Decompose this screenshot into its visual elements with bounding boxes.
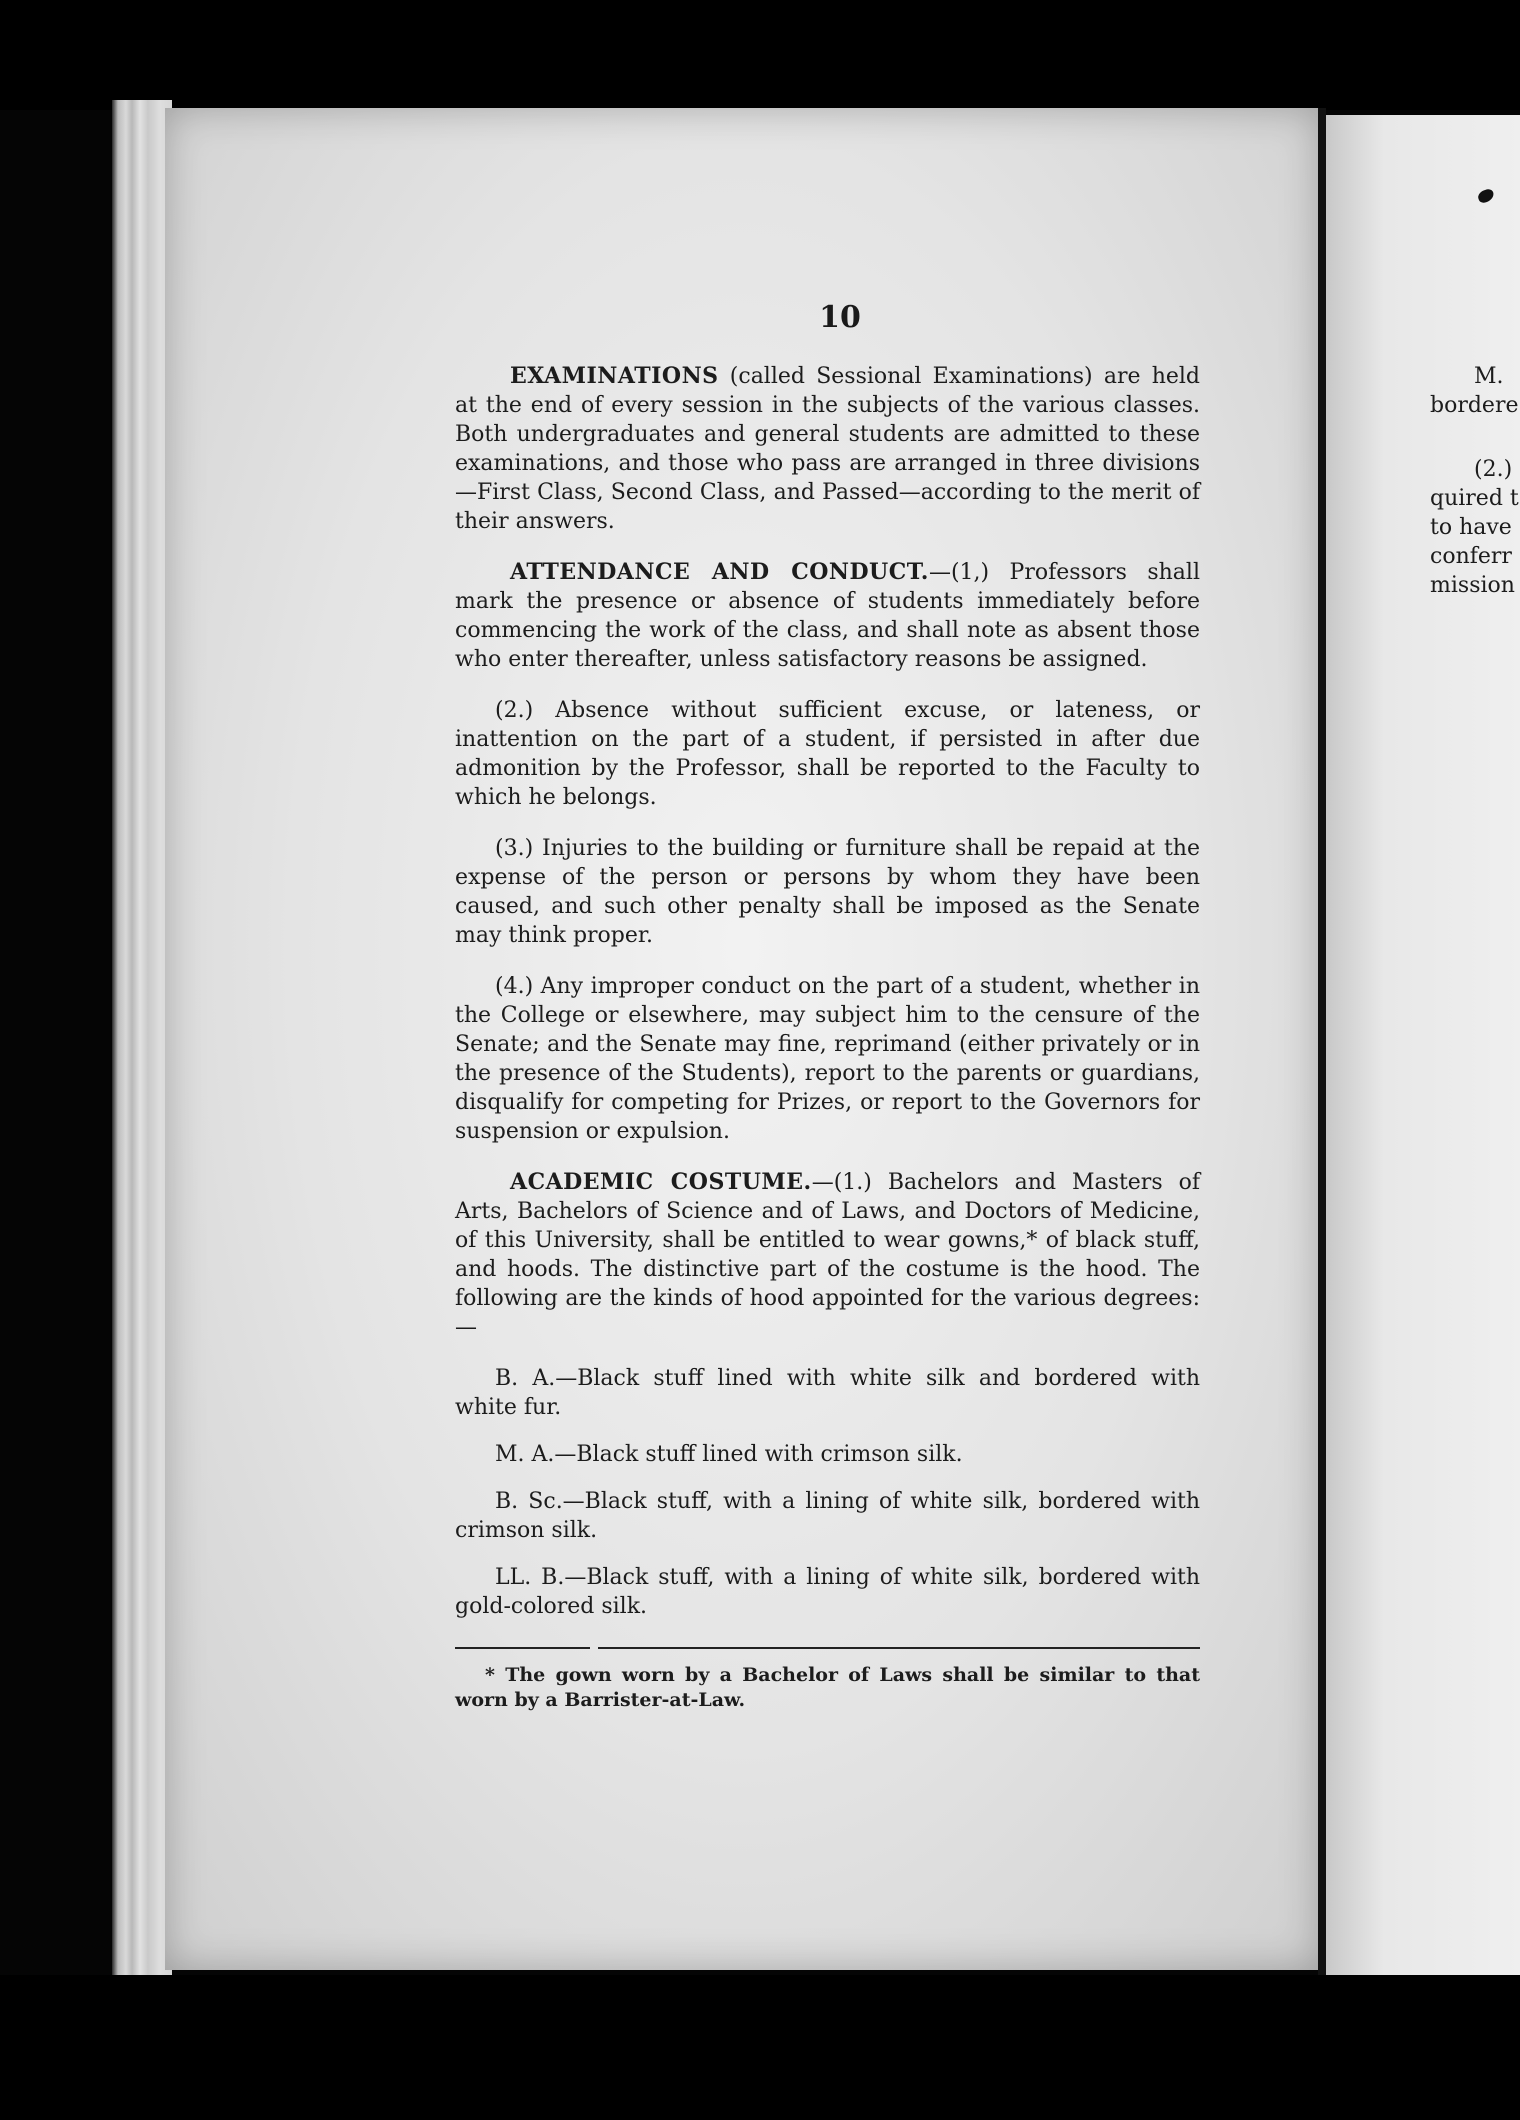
- paragraph-attendance: [455, 558, 1200, 674]
- paragraph-examinations: [455, 362, 1200, 536]
- footnote-rule: [455, 1647, 1200, 1649]
- adjacent-fragment: M.: [1474, 364, 1504, 389]
- heading-attendance: ATTENDANCE AND CONDUCT.: [510, 559, 929, 585]
- adjacent-fragment: quired t: [1430, 486, 1519, 511]
- hood-ba: B. A.—Black stuff lined with white silk and bordered with white fur.: [455, 1366, 1200, 1420]
- scan-border: [0, 0, 1520, 110]
- paragraph-costume: [455, 1168, 1200, 1342]
- heading-examinations: EXAMINATIONS: [510, 363, 719, 389]
- page-number: 10: [819, 300, 861, 335]
- heading-costume: ACADEMIC COSTUME.: [510, 1169, 812, 1195]
- hood-ma: M. A.—Black stuff lined with crimson silk.: [495, 1442, 963, 1467]
- footnote-rule-short: [455, 1647, 590, 1649]
- paragraph-conduct: (4.) Any improper conduct on the part of a student, whether in the College or elsewhere, may subject him to the censure of the Senate; and the Senate may fine, reprimand (either privately or in the presence of the Students), report to the parents or guardians, disqualify for competing for Prizes, or report to the Governors for suspension or expulsion.: [455, 974, 1200, 1144]
- page-edges: [112, 100, 172, 1980]
- hood-bsc: B. Sc.—Black stuff, with a lining of white silk, bordered with crimson silk.: [455, 1489, 1200, 1543]
- page-body: [455, 362, 1200, 1713]
- adjacent-fragment: mission: [1430, 573, 1515, 598]
- footnote-rule-long: [598, 1647, 1200, 1649]
- adjacent-fragment: (2.): [1474, 457, 1513, 482]
- text-examinations: (called Sessional Examinations) are held at the end of every session in the subjects of the various classes. Both undergraduates and general students are admitted to these examinations, and those who pass are arranged in three divisions—First Class, Second Class, and Passed—according to the merit of their answers.: [455, 364, 1200, 534]
- adjacent-fragment: conferr: [1430, 544, 1512, 569]
- adjacent-fragment: bordere: [1430, 393, 1519, 418]
- text-attendance: —(1,) Professors shall mark the presence or absence of students immediately before commencing the work of the class, and shall note as absent those who enter thereafter, unless satisfactory reasons be assigned.: [455, 560, 1200, 672]
- book-gutter: [1318, 108, 1326, 2008]
- text-costume: —(1.) Bachelors and Masters of Arts, Bachelors of Science and of Laws, and Doctors of Medicine, of this University, shall be entitled to wear gowns,* of black stuff, and hoods. The distinctive part of the costume is the hood. The following are the kinds of hood appointed for the various degrees:—: [455, 1170, 1200, 1340]
- adjacent-fragment: to have: [1430, 515, 1512, 540]
- paragraph-absence: (2.) Absence without sufficient excuse, or lateness, or inattention on the part of a student, if persisted in after due admonition by the Professor, shall be reported to the Faculty to which he belongs.: [455, 698, 1200, 810]
- hood-llb: LL. B.—Black stuff, with a lining of white silk, bordered with gold-colored silk.: [455, 1565, 1200, 1619]
- paragraph-injuries: (3.) Injuries to the building or furniture shall be repaid at the expense of the person or persons by whom they have been caused, and such other penalty shall be imposed as the Senate may think proper.: [455, 836, 1200, 948]
- footnote: * The gown worn by a Bachelor of Laws shall be similar to that worn by a Barrister-at-Law.: [455, 1664, 1200, 1711]
- scan-border-bottom: [0, 1975, 1520, 2120]
